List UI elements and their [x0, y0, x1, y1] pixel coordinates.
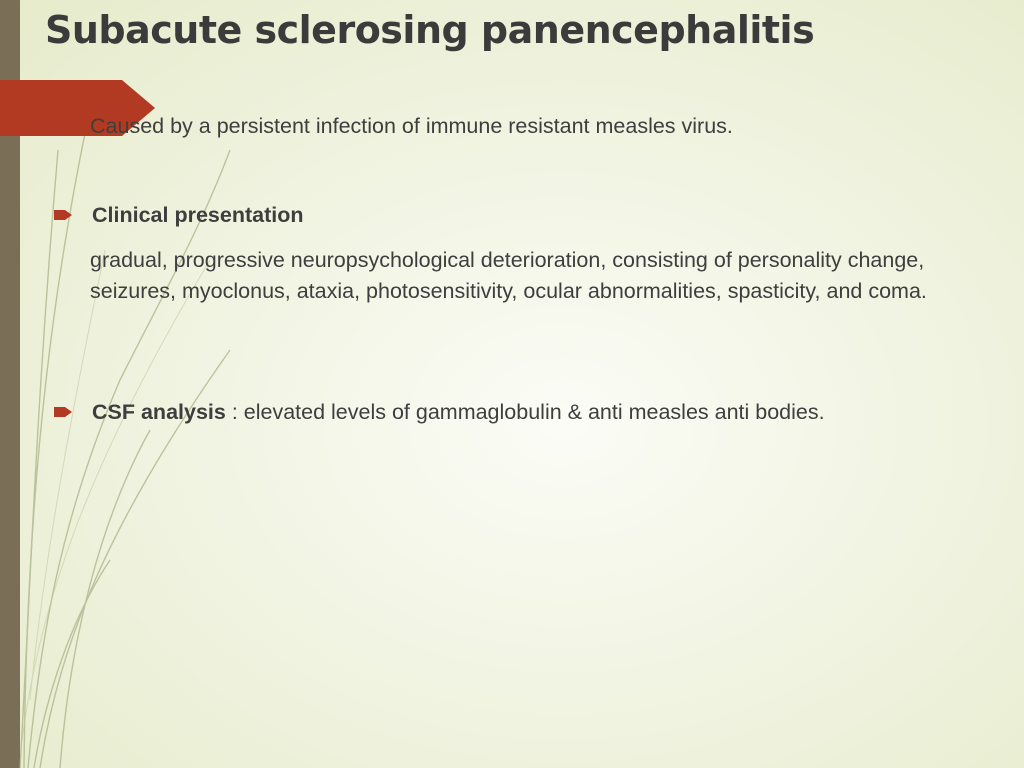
csf-separator: : [225, 400, 244, 424]
arrow-bullet-icon [54, 210, 72, 220]
slide-title: Subacute sclerosing panencephalitis [45, 8, 815, 52]
csf-analysis-item [92, 397, 972, 428]
arrow-bullet-icon [54, 407, 72, 417]
csf-analysis-label: CSF analysis [92, 400, 226, 424]
clinical-presentation-heading: Clinical presentation [92, 203, 304, 227]
intro-text: Caused by a persistent infection of immune resistant measles virus. [90, 114, 733, 138]
clinical-presentation-text: gradual, progressive neuropsychological deterioration, consisting of personality change, seizures, myoclonus, ataxia, photosensitivity, ocular abnormalities, spasticity, and coma. [90, 248, 927, 303]
csf-analysis-text: elevated levels of gammaglobulin & anti measles anti bodies. [243, 400, 825, 424]
